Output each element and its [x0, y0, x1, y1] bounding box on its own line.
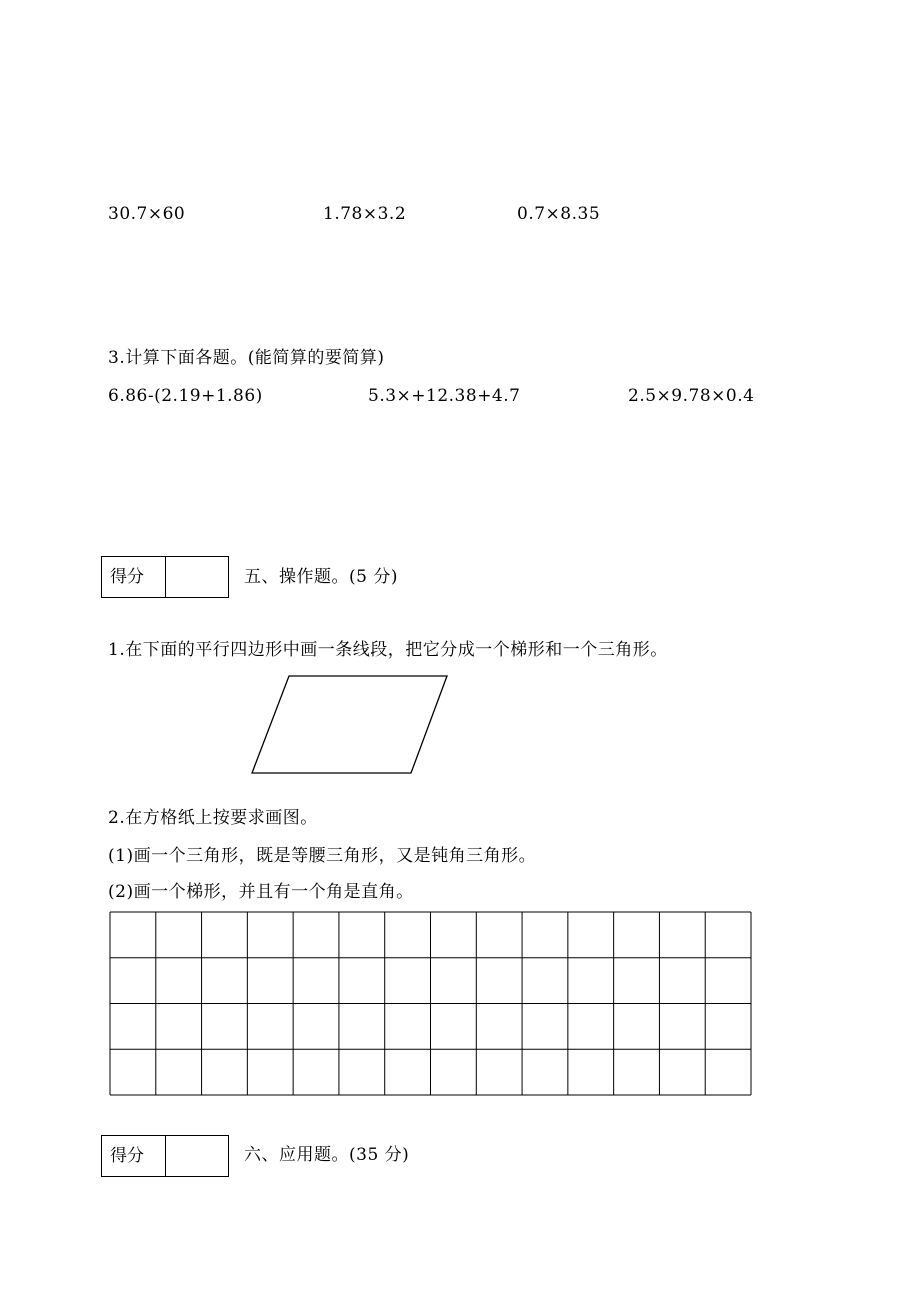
calc-item-5: 5.3×+12.38+4.7 — [368, 386, 521, 406]
section5-q2-1: (1)画一个三角形，既是等腰三角形，又是钝角三角形。 — [108, 846, 537, 866]
calc-item-1: 30.7×60 — [108, 204, 186, 224]
calc-item-4: 6.86-(2.19+1.86) — [108, 386, 263, 406]
score-blank — [166, 1136, 228, 1176]
calc-item-2: 1.78×3.2 — [323, 204, 407, 224]
calc-item-3: 0.7×8.35 — [517, 204, 601, 224]
section5-title: 五、操作题。(5 分) — [244, 567, 398, 587]
score-label: 得分 — [102, 1136, 166, 1176]
section5-q2: 2.在方格纸上按要求画图。 — [108, 808, 318, 828]
section6-title: 六、应用题。(35 分) — [244, 1145, 410, 1165]
section5-q2-2: (2)画一个梯形，并且有一个角是直角。 — [108, 882, 414, 902]
q3-title: 3.计算下面各题。(能简算的要简算) — [108, 348, 385, 368]
section5-q1: 1.在下面的平行四边形中画一条线段，把它分成一个梯形和一个三角形。 — [108, 640, 668, 660]
score-box-section6 — [101, 1135, 229, 1177]
score-label: 得分 — [102, 557, 166, 597]
calc-item-6: 2.5×9.78×0.4 — [628, 386, 755, 406]
